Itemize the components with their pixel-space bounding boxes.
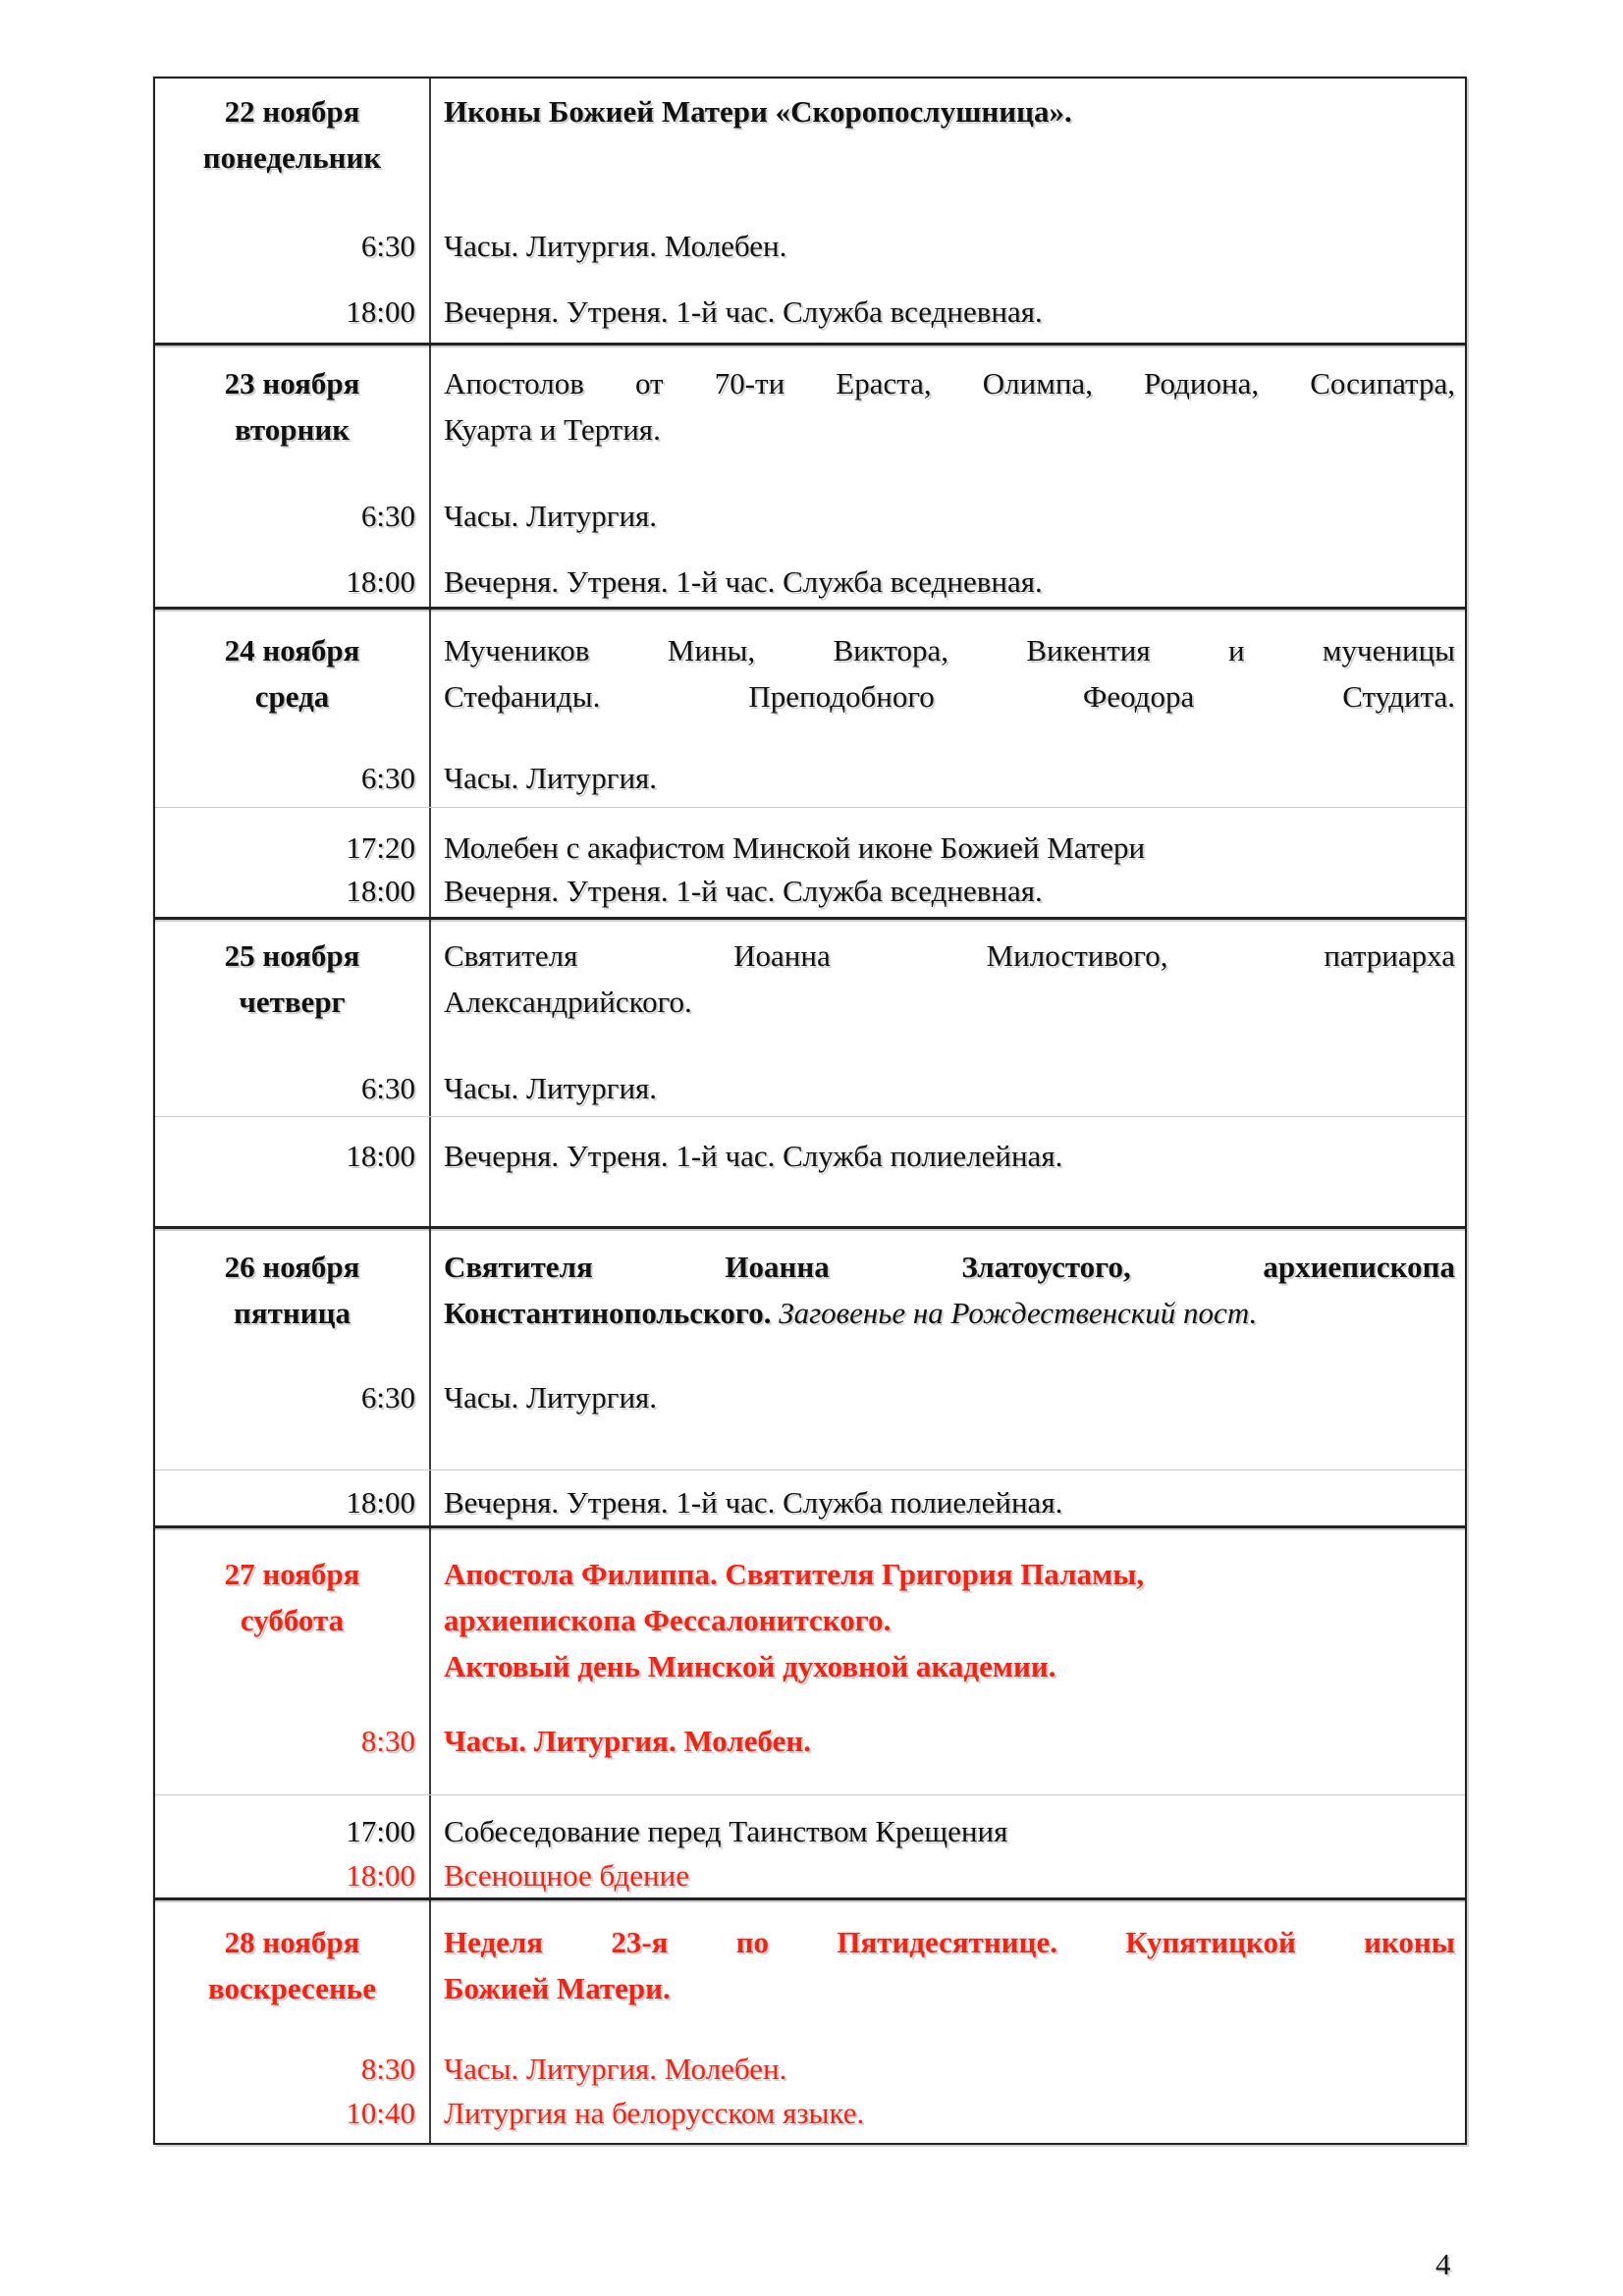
text-segment: Часы. Литургия.: [444, 1380, 658, 1415]
service-description: [444, 559, 1455, 605]
service-description: [444, 1718, 1455, 1764]
service-time: 8:30: [360, 1724, 415, 1758]
text-segment: Вечерня. Утреня. 1-й час. Служба вседневная.: [444, 294, 1043, 329]
service-time: 10:40: [346, 2096, 415, 2130]
sub-row-separator: [155, 1794, 1465, 1795]
day-block-separator: [153, 343, 1467, 346]
text-segment: Вечерня. Утреня. 1-й час. Служба вседневная.: [444, 564, 1043, 599]
day-block-separator: [153, 1525, 1467, 1528]
text-line: [444, 1065, 1455, 1111]
text-segment: Молебен с акафистом Минской иконе Божией Матери: [444, 830, 1146, 865]
service-time: 6:30: [360, 1380, 415, 1415]
service-description: [444, 825, 1455, 871]
text-segment: Заговенье на Рождественский пост.: [771, 1296, 1258, 1330]
text-segment: Часы. Литургия.: [444, 761, 658, 795]
text-line: [444, 559, 1455, 605]
service-time: 18:00: [346, 294, 415, 329]
text-segment: Собеседование перед Таинством Крещения: [444, 1814, 1008, 1848]
text-line: [444, 1479, 1455, 1525]
date-label: 22 ноября: [224, 94, 360, 129]
weekday-label: воскресенье: [208, 1971, 376, 2005]
text-line: [444, 289, 1455, 335]
date-label: 26 ноября: [224, 1250, 360, 1284]
text-segment: Актовый день Минской духовной академии.: [444, 1649, 1056, 1683]
feast-title-cell: [444, 1551, 1455, 1689]
date-cell: [155, 1919, 429, 2011]
feast-title-cell: [444, 88, 1455, 134]
text-line: [444, 1808, 1455, 1854]
text-line: [444, 933, 1455, 979]
column-divider: [429, 79, 431, 2143]
weekday-label: четверг: [239, 985, 346, 1019]
service-time: 17:20: [346, 830, 415, 865]
weekday-label: пятница: [234, 1296, 351, 1330]
page-number: 4: [1435, 2247, 1451, 2281]
service-description: [444, 1852, 1455, 1898]
text-line: [444, 825, 1455, 871]
date-label: 27 ноября: [224, 1557, 360, 1591]
sub-row-separator: [155, 1116, 1465, 1117]
day-block-separator: [153, 607, 1467, 610]
text-segment: Константинопольского.: [444, 1296, 772, 1330]
service-description: [444, 1808, 1455, 1854]
date-cell: [155, 627, 429, 720]
service-description: [444, 755, 1455, 801]
day-block-separator: [153, 1226, 1467, 1229]
feast-title-cell: [444, 1919, 1455, 2011]
text-segment: Божией Матери.: [444, 1971, 671, 2005]
date-cell: [155, 1551, 429, 1643]
text-segment: Вечерня. Утреня. 1-й час. Служба полиелейная.: [444, 1139, 1063, 1173]
text-segment: Александрийского.: [444, 985, 692, 1019]
service-description: [444, 2046, 1455, 2092]
weekday-label: среда: [254, 679, 330, 714]
text-line: [444, 1965, 1455, 2011]
text-segment: Часы. Литургия. Молебен.: [444, 229, 787, 263]
text-segment: Часы. Литургия. Молебен.: [444, 1724, 811, 1758]
feast-title-cell: [444, 627, 1455, 720]
service-description: [444, 1374, 1455, 1420]
service-time: 6:30: [360, 761, 415, 795]
text-line: [444, 1852, 1455, 1898]
text-segment: Часы. Литургия.: [444, 499, 658, 533]
date-cell: [155, 933, 429, 1025]
weekday-label: вторник: [234, 412, 351, 447]
sub-row-separator: [155, 1469, 1465, 1470]
text-line: [444, 223, 1455, 269]
feast-title-cell: [444, 360, 1455, 453]
feast-title-cell: [444, 933, 1455, 1025]
text-segment: Литургия на белорусском языке.: [444, 2096, 865, 2130]
text-segment: Апостола Филиппа. Святителя Григория Паламы,: [444, 1557, 1145, 1591]
date-label: 24 ноября: [224, 633, 360, 667]
text-segment: архиепископа Фессалонитского.: [444, 1603, 892, 1637]
date-cell: [155, 360, 429, 453]
text-segment: Апостолов от 70-ти Ераста, Олимпа, Родиона, Сосипатра,: [444, 366, 1455, 400]
feast-title-cell: [444, 1244, 1455, 1336]
service-time: 18:00: [346, 1139, 415, 1173]
service-time: 18:00: [346, 564, 415, 599]
text-line: [444, 979, 1455, 1025]
date-label: 23 ноября: [224, 366, 360, 400]
service-time: 18:00: [346, 1485, 415, 1520]
text-segment: Святителя Иоанна Милостивого, патриарха: [444, 938, 1455, 973]
service-description: [444, 1479, 1455, 1525]
text-line: [444, 673, 1455, 720]
text-line: [444, 868, 1455, 914]
service-time: 18:00: [346, 874, 415, 908]
text-line: [444, 1551, 1455, 1597]
text-line: [444, 1597, 1455, 1643]
service-description: [444, 223, 1455, 269]
text-segment: Неделя 23-я по Пятидесятнице. Купятицкой иконы: [444, 1925, 1455, 1959]
service-time: 6:30: [360, 229, 415, 263]
service-description: [444, 868, 1455, 914]
text-line: [444, 88, 1455, 134]
service-description: [444, 1133, 1455, 1179]
text-line: [444, 627, 1455, 673]
text-segment: Иконы Божией Матери «Скоропослушница».: [444, 94, 1072, 129]
text-segment: Стефаниды. Преподобного Феодора Студита.: [444, 679, 1455, 714]
text-line: [444, 1643, 1455, 1689]
service-time: 17:00: [346, 1814, 415, 1848]
day-block-separator: [153, 917, 1467, 920]
text-segment: Мучеников Мины, Виктора, Викентия и мученицы: [444, 633, 1455, 667]
service-time: 8:30: [360, 2052, 415, 2086]
text-line: [444, 1133, 1455, 1179]
service-description: [444, 493, 1455, 539]
service-description: [444, 289, 1455, 335]
text-line: [444, 406, 1455, 453]
text-line: [444, 755, 1455, 801]
text-line: [444, 1919, 1455, 1965]
text-line: [444, 2090, 1455, 2136]
schedule-table: [153, 77, 1467, 2145]
sub-row-separator: [155, 807, 1465, 808]
date-label: 28 ноября: [224, 1925, 360, 1959]
text-segment: Куарта и Тертия.: [444, 412, 661, 447]
date-cell: [155, 88, 429, 181]
text-segment: Часы. Литургия.: [444, 1071, 658, 1105]
text-line: [444, 1718, 1455, 1764]
text-segment: Часы. Литургия. Молебен.: [444, 2052, 787, 2086]
weekday-label: суббота: [240, 1603, 345, 1637]
service-time: 6:30: [360, 499, 415, 533]
service-time: 6:30: [360, 1071, 415, 1105]
text-segment: Всенощное бдение: [444, 1858, 689, 1893]
weekday-label: понедельник: [202, 140, 382, 175]
date-label: 25 ноября: [224, 938, 360, 973]
date-cell: [155, 1244, 429, 1336]
service-time: 18:00: [346, 1858, 415, 1893]
text-line: [444, 1374, 1455, 1420]
text-line: [444, 493, 1455, 539]
service-description: [444, 1065, 1455, 1111]
text-line: [444, 1244, 1455, 1290]
service-description: [444, 2090, 1455, 2136]
text-line: [444, 1290, 1455, 1336]
text-line: [444, 2046, 1455, 2092]
text-line: [444, 360, 1455, 406]
text-segment: Святителя Иоанна Златоустого, архиепископа: [444, 1250, 1455, 1284]
text-segment: Вечерня. Утреня. 1-й час. Служба полиелейная.: [444, 1485, 1063, 1520]
text-segment: Вечерня. Утреня. 1-й час. Служба вседневная.: [444, 874, 1043, 908]
